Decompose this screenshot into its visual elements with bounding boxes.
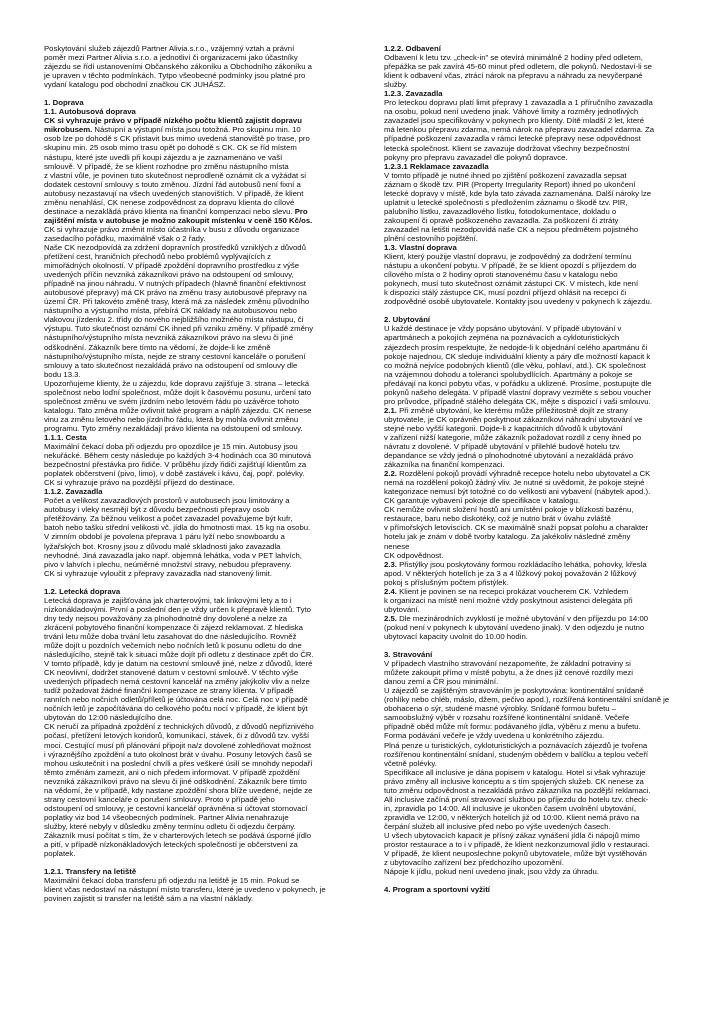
subsection-heading-transfery: 1.2.1. Transfery na letiště bbox=[44, 867, 137, 877]
vlastni-doprava-text: Klient, který použije vlastní dopravu, je zodpovědný za dodržení termínu nástupu a ukončení pobytu. V případě, že se klient opozdí s příjezdem do cílového místa o 2 hodiny oproti stanovenému času v katalogu nebo pokynech, musí tuto skutečnost oznámit zástupci CK. V místech, kde není k dispozici stálý zástupce CK, musí pozdní příjezd ohlásit na recepci či zodpovědné osobě ubytovatele. Kontakty jsou uvedeny v pokynech k zájezdu. bbox=[384, 252, 652, 307]
clause-text: Přistýlky jsou poskytovány formou rozkládacího lehátka, pohovky, křesla apod. V některých hotelích je za 3 a 4 lůžkový pokoj považován 2 lůžkový pokoj s příslušným počtem přistýlek. bbox=[384, 559, 647, 587]
clause-number: 2.4. bbox=[384, 586, 397, 596]
ubytovani-2-5 bbox=[384, 614, 684, 641]
intro-paragraph: Poskytování služeb zájezdů Partner Alivia.s.r.o., vzájemný vztah a právní poměr mezi Partner Alivia s.r.o. a jednotliví či organizacemi jako účastníky zájezdu se řídí ustanoveními Občanského zákoníku a Obchodního zákoníku a je upraven v těchto podmínkách. Tytpo všeobecné podmínky jsou platné pro vydaní katalogu pod obchodní značkou CK JUHÁSZ. bbox=[44, 44, 312, 90]
bold-microbus-notice: CK si vyhrazuje právo v případě nízkého počtu klientů zajistit dopravu mikrobusem. bbox=[44, 116, 302, 135]
clause-number: 2.5. bbox=[384, 613, 397, 623]
subsection-heading-odbaveni: 1.2.2. Odbavení bbox=[384, 44, 441, 53]
odbaveni-text: Odbavení k letu tzv. „check-in" se otevírá minimálně 2 hodiny před odletem, přepážka se pak zavírá 45-60 minut před odletem, dle pokynů. Nedostaví-li se klient k odbavení včas, ztrácí nárok na přepravu a náhradu za nevyčerpané služby. bbox=[384, 53, 652, 90]
subsection-heading-vlastni-doprava: 1.3. Vlastní doprava bbox=[384, 243, 457, 253]
reklamace-text: V tomto případě je nutné ihned po zjištění poškození zavazadla sepsat záznam o škodě tzv. PIR (Property Irregularity Report) ihned po ukončení letecké dopravy v místě, kde byla tato závada zaznamenána. Další nároky lze uplatnit u letecké společnosti s předložením záznamu o škodě tzv. PIR, palubního lístku, zavazadlového lístku, fotodokumentace, dokladu o zakoupení či opravě poškozeného zavazadla. Za poškození či ztráty zavazadel na letišti nezodpovídá naše CK a nejsou předmětem pojistného plnění cestovního pojištění. bbox=[384, 170, 652, 243]
clause-number: 2.1. bbox=[384, 405, 397, 415]
section-heading-program: 4. Program a sportovní vyžití bbox=[384, 885, 490, 895]
autobusova-text-part-a: Nástupní a výstupní místa jsou totožná. Pro skupinu min. 10 osob lze po dohodě s CK přistavit bus mimo uvedená stanoviště po trase, pro skupinu min. 25 osob mimo trasu opět po dohodě s CK. CK se říd místem nástupu, které jste uvedli při koupi zájezdu a je zaznamenáno ve vaší smlouvě. V případě, že se klient rozhodne pro změnu nástupního místa z vlastní vůle, je povinen tuto skutečnost neprodleně oznámit ck a vyžádat si dodatek cestovní smlouvy s touto změnou. Jízdní řád autobusů není fixní a autobusy nezastavují na všech uvedených stanovištích. V případě, že klient změnu nenahlásí, CK nenese zodpovědnost za dopravu klienta do cílové destinace a nezaklădá právo klienta na finanční kompenzaci nebo slevu. bbox=[44, 125, 310, 216]
zavazadla-letecka-text: Pro leteckou dopravu platí limit přepravy 1 zavazadla a 1 příručního zavazadla na osobu, pokud není uvedeno jinak. Váhové limity a rozměry jednotlivých zavazadel jsou specifikovány v pokynech pro klienty. Dítě mladší 2 let, které má letenkou přepravu zdarma, nemá nárok na přepravu zavazadel zdarma. Za případné poškození zavazadla v rámci letecké přepravy nese odpovědnost letecká společnost. Klient se zavazuje dodržovat všechny bezpečnostní pokyny pro přepravu zavazadel dle pokynů dopravce. bbox=[384, 98, 655, 162]
letecka-doprava-text: Letecká doprava je zajišťována jak charterovými, tak linkovými lety a to i nízkonákladovými. První a poslední den je vždy určen k přepravě klientů. Tyto dny tedy nejsou považovány za plnohodnotné dny dovolené a nelze za zkrácení pobytového finanční kompenzace či zájezd reklamovat. Z hlediska trvání letu může doba trvání letu zasahovat do dne následujícího. Rovněž může dojít u pozdních večerních nebo nočních letů k posunu odletu do dne následujícího, stejně tak k situaci může dojít při odletu z destinace zpět do ČR. V tomto případě, kdy je datum na cestovní smlouvě jiné, nelze z důvodů, které CK neovlivní, dodržet stanovené datum v cestovní smlouvě. V těchto výše uvedených případech nemá cestovní kancelář na změny jakýkoliv vliv a nelze tudíž požadovat žádné finanční kompenzace ze strany klienta. V případě ranních nebo nočních odletů/příletů je účtována celá noc. Celá noc v případě nočních letů je započítávána do celkového počtu nocí v případě, že klient být ubytován do 12:00 následujícího dne. CK neručí za případná zpoždění z technických důvodů, z důvodů nepříznivého počasí, přetížení letových koridorů, komunikací, stávek, či z důvodů tzv. vyšší moci. Cestující musí při plánování připojit na/z dovolené zohledňovat možnost i výraznějšího zpoždění a tuto okolnost brát v úvahu. Posuny letových časů se mohou uskutečnit i na poslední chvíli a přes veškeré úsilí se mnohdy nepodaří těmto změnám zamezit, ani o nich předem informovat. V případě zpoždění nevzniká zákazníkovi právo na slevu či jiné odškodnění. Zákazník bere tímto na vědomí, že v případě, kdy nastane zpoždění shora blíže uvedené, nejde ze strany cestovní kanceláře o porušení smlouvy. Proto v případě jeho odstoupení od smlouvy, je cestovní kancelář oprávněna si účtovat stornovací poplatky viz bod 14 všeobecných podmínek. Partner Alivia nenahrazuje služby, které nebyly v důsledku změny termínu odletu či odjezdu čerpány. Zákazník musí počítat s tím, že v charterových letech se podává úsporné jídlo a pití, v případě nízkonákladových leteckých společností je občerstvení za poplatek. bbox=[44, 595, 314, 859]
ubytovani-2-4 bbox=[384, 587, 684, 614]
clause-text: Rozdělení pokojů provádí výhradně recepce hotelu nebo ubytovatel a CK nemá na rozdělení pokojů žádný vliv. Je nutné si uvědomit, že pokoje stejné kategorizace nemusí být totožné co do velikosti ani vybavení (nábytek apod.). CK garantuje vybavení pokoje dle specifikace v katalogu. CK nemůže ovlivnit složení hostů ani umístění pokoje v blízkosti bazénu, restaurace, baru nebo diskotéky, což je nutno brát v úvahu zvláště v přímořských letoviscích. CK se maximálně snaží popsat polohu a charakter hotelu jak je znám v době tvorby katalogu. Za jakékoliv následné změny nenese CK odpovědnost. bbox=[384, 469, 651, 560]
cesta-text: Maximální čekací doba při odjezdu pro opozdilce je 15 min. Autobusy jsou nekuřácké. Během cesty následuje po každých 3-4 hodinách cca 30 minutová bezpečnostní přestávka pro řidiče. V průběhu jízdy řidiči zajišťují klientům za poplatek občerstvení (pivo, limo), v době zastávek i kávu, čaj, popř. polévky. CK si vyhrazuje právo na pozdější příjezd do destinace. bbox=[44, 442, 312, 488]
zavazadla-bus-text: Počet a velikost zavazadlových prostorů v autobusech jsou limitovány a autobusy i vleky nesmějí být z důvodu bezpečnosti přepravy osob přetěžovány. Za běžnou velikost a počet zavazadel považujeme být kufr, batoh nebo tašku střední velikosti vč. jídla do hmotnosti max. 15 kg na osobu. V zimním období je povolena přeprava 1 páru lyží nebo snowboardu a lyžařských bot. Krosny jsou z důvodu malé skladnosti jako zavazadla nevhodné. Jiná zavazadla jako např. objemná lehátka, voda v PET lahvích, pivo v lahvích i plechu, neúměrné množství stravy, nebudou přepraveny. CK si vyhrazuje vyloučit z přepravy zavazadla nad stanovený limit. bbox=[44, 496, 311, 578]
section-heading-stravovani: 3. Stravování bbox=[384, 650, 433, 660]
subsection-heading-reklamace: 1.2.3.1 Reklamace zavazadla bbox=[384, 161, 489, 171]
transfery-text: Maximální čekací doba transferu při odjezdu na letiště je 15 min. Pokud se klient včas nedostaví na nástupní místo transferu, které je uvedeno v pokynech, je povinen zajistit si transfer na letiště sám a na vlastní náklady. bbox=[44, 876, 326, 904]
clause-text: Dle mezinárodních zvyklostí je možné ubytování v den příjezdu po 14:00 (pokud není v pokynech k ubytování uvedeno jinak). V den odjezdu je nutno ubytovací kapacity uvolnit do 10.00 hodin. bbox=[384, 613, 649, 641]
subsection-heading-letecka-doprava: 1.2. Letecká doprava bbox=[44, 586, 121, 596]
left-column bbox=[44, 44, 344, 903]
ubytovani-2-1 bbox=[384, 406, 684, 469]
stravovani-text: V případech vlastního stravování nezapomeňte, že základní potraviny si můžete zakoupit přímo v místě pobytu, a že dnes již cenové rozdíly mezi danou zemí a ČR jsou minimální. U zájezdů se zajištěným stravováním je poskytována: kontinentální snídaně (rohlíky nebo chléb, máslo, džem, pečivo apod.), rozšířená kontinentální snídaně je obohacena o sýr, studené masné výrobky. Snídaně formou bufetu – samoobslužný výběr v rozsahu rozšířené kontinentální snídaně. Večeře případně oběd může mít formu: podávaného jídla, výběru z menu a bufetu. Forma podávání večeře je vždy uvedena u konkrétního zájezdu. Plná penze u turistických, cykloturistických a poznávacích zájezdů je tvořena rozšířenou kontinentální snídaní, studeným obědem v balíčku a teplou večeří včetně polévky. Specifikace all inclusive je dána popisem v katalogu. Hotel si však vyhrazuje právo změny all inclusive konceptu a s tím spojených služeb. CK nenese za tuto změnu odpovědnost a nezakládá právo zákazníka na pozdější reklamaci. All inclusive začíná první stravovací službou po příjezdu do hotelu tzv. check- in, zpravidla po 14:00. All inclusive je ukončen časem uvolnění ubytování, zpravidla ve 12:00, v některých hotelích již od 10:00. Klient nemá právo na čerpání služeb all inclusive před nebo po výše uvedených časech. U všech ubytovacích kapacit je přísný zákaz vynášení jídla či nápojů mimo prostor restaurace a to i v případě, že klient nezkonzumoval jídlo v restauraci. V případě, že klient neuposlechne pokynů ubytovatele, může být vystěhován z ubytovacího zařízení bez předchozího upozornění. Nápoje k jídlu, pokud není uvedeno jinak, jsou vždy za úhradu. bbox=[384, 659, 670, 877]
autobusova-doprava-text bbox=[44, 116, 344, 433]
section-heading-ubytovani: 2. Ubytování bbox=[384, 315, 431, 325]
ubytovani-2-3 bbox=[384, 560, 684, 587]
clause-number: 2.3. bbox=[384, 559, 397, 569]
bold-mistenka-notice: Pro zajištění místa v autobuse je možno zakoupit místenku v ceně 150 Kč/os. bbox=[44, 206, 313, 225]
ubytovani-2-2 bbox=[384, 469, 684, 559]
subsection-heading-cesta: 1.1.1. Cesta bbox=[44, 432, 87, 442]
ubytovani-text: U každé destinace je vždy popsáno ubytování. V případě ubytování v apartmánech a pokojích zejména na poznávacích a cykloturistických zájezdech prosím respektujte, že nedojde-li k objednání celého apartmánu či pokoje najednou, CK sleduje individuální klienty a páry dle možností kapacit k co možná nejvíce podobných klientů (dle věku, pohlaví, atd.). CK společnost na vzájemnou dohodu a toleranci spolubydlících. Apartmány a pokoje se předávají na konci pobytu včas, v pořádku a uklizené. Prosíme, postupujte dle pokynů našeho delegáta. V případě vlastní dopravy vezměte s sebou voucher pro průvodce, případně stálého delegáta CK, mějte s dispozicí i vaši smlouvu. bbox=[384, 324, 652, 406]
right-column bbox=[384, 44, 684, 894]
subsection-heading-autobusova-doprava: 1.1. Autobusová doprava bbox=[44, 107, 136, 117]
autobusova-text-part-b: CK si vyhrazuje právo změnit místo účastníka v busu z důvodu organizace zasedacího pořádku, maximálně však o 2 řady. Naše CK nezodpovídá za zdržení dopravních prostředků vzniklých z důvodů přetížení cest, hraničních přechodů nebo problémů vyplývajících z mimořádných okolností. V případě zpoždění dopravního prostředku z výše uvedených příčin nevzniká zákazníkovi právo na odstoupení od smlouvy, případně na jinou náhradu. V nutných případech (hlavně finanční efektivnost autobusové přepravy) má CK právo na změnu trasy autobusové přepravy na území ČR. Při takovéto změně trasy, která má za následek změnu původního nástupního a výstupního místa, přebírá CK náklady na autobusovou nebo vlakovou jízdenku 2. třídy do nového nejbližšího možného místa nástupu, či výstupu. Tuto skutečnost oznámí CK ihned při vzniku změny. V případě změny nástupního/výstupního místa nevzniká zákazníkovi právo na slevu či jiné odškodnění. Zákazník bere tímto na vědomí, že dojde-li ke změně nástupního/výstupního místa, nejde ze strany cestovní kanceláře o porušení smlouvy a tato skutečnost nezakládá právo na odstoupení od smlouvy dle bodu 13.3. Upozorňujeme klienty, že u zájezdu, kde dopravu zajišťuje 3. strana – letecká společnost nebo loďní společnost, může dojít k časovému posunu, určení tato společnost změnu ve svém jízdním nebo letovém řádu po uzávěrce tohoto katalogu. Tato změna může ovlivnit také program a náplň zájezdu. CK nenese vinu za změnu letového nebo jízdního řádu, která by mohla ovlivnit změnu programu. Tyto změny nezakládají právo klienta na odstoupení od smlouvy. bbox=[44, 224, 314, 433]
clause-text: Při změně ubytování, ke kterému může příležitostně dojít ze strany ubytovatele, je CK oprávněn poskytnout zákazníkovi náhradní ubytování ve stejné nebo vyšší kategorii. Dojde-li z kapacitních důvodů k ubytování v zařízení nižší kategorie, může zákazník požadovat rozdíl z ceny ihned po návratu z dovolené. V případě ubytování v přilehlé budově hotelu tzv. depandance se vždy jedná o plnohodnotné ubytování a nezakládá právo zákazníka na finanční kompenzaci. bbox=[384, 405, 643, 470]
subsection-heading-zavazadla-letecka: 1.2.3. Zavazadla bbox=[384, 89, 443, 99]
clause-text: Klient je povinen se na recepci prokázat voucherem CK. Vzhledem k organizaci na místě není možné vždy poskytnout asistenci delegáta při ubytování. bbox=[384, 586, 633, 614]
subsection-heading-zavazadla-bus: 1.1.2. Zavazadla bbox=[44, 487, 103, 497]
section-heading-doprava: 1. Doprava bbox=[44, 98, 84, 108]
clause-number: 2.2. bbox=[384, 469, 397, 479]
